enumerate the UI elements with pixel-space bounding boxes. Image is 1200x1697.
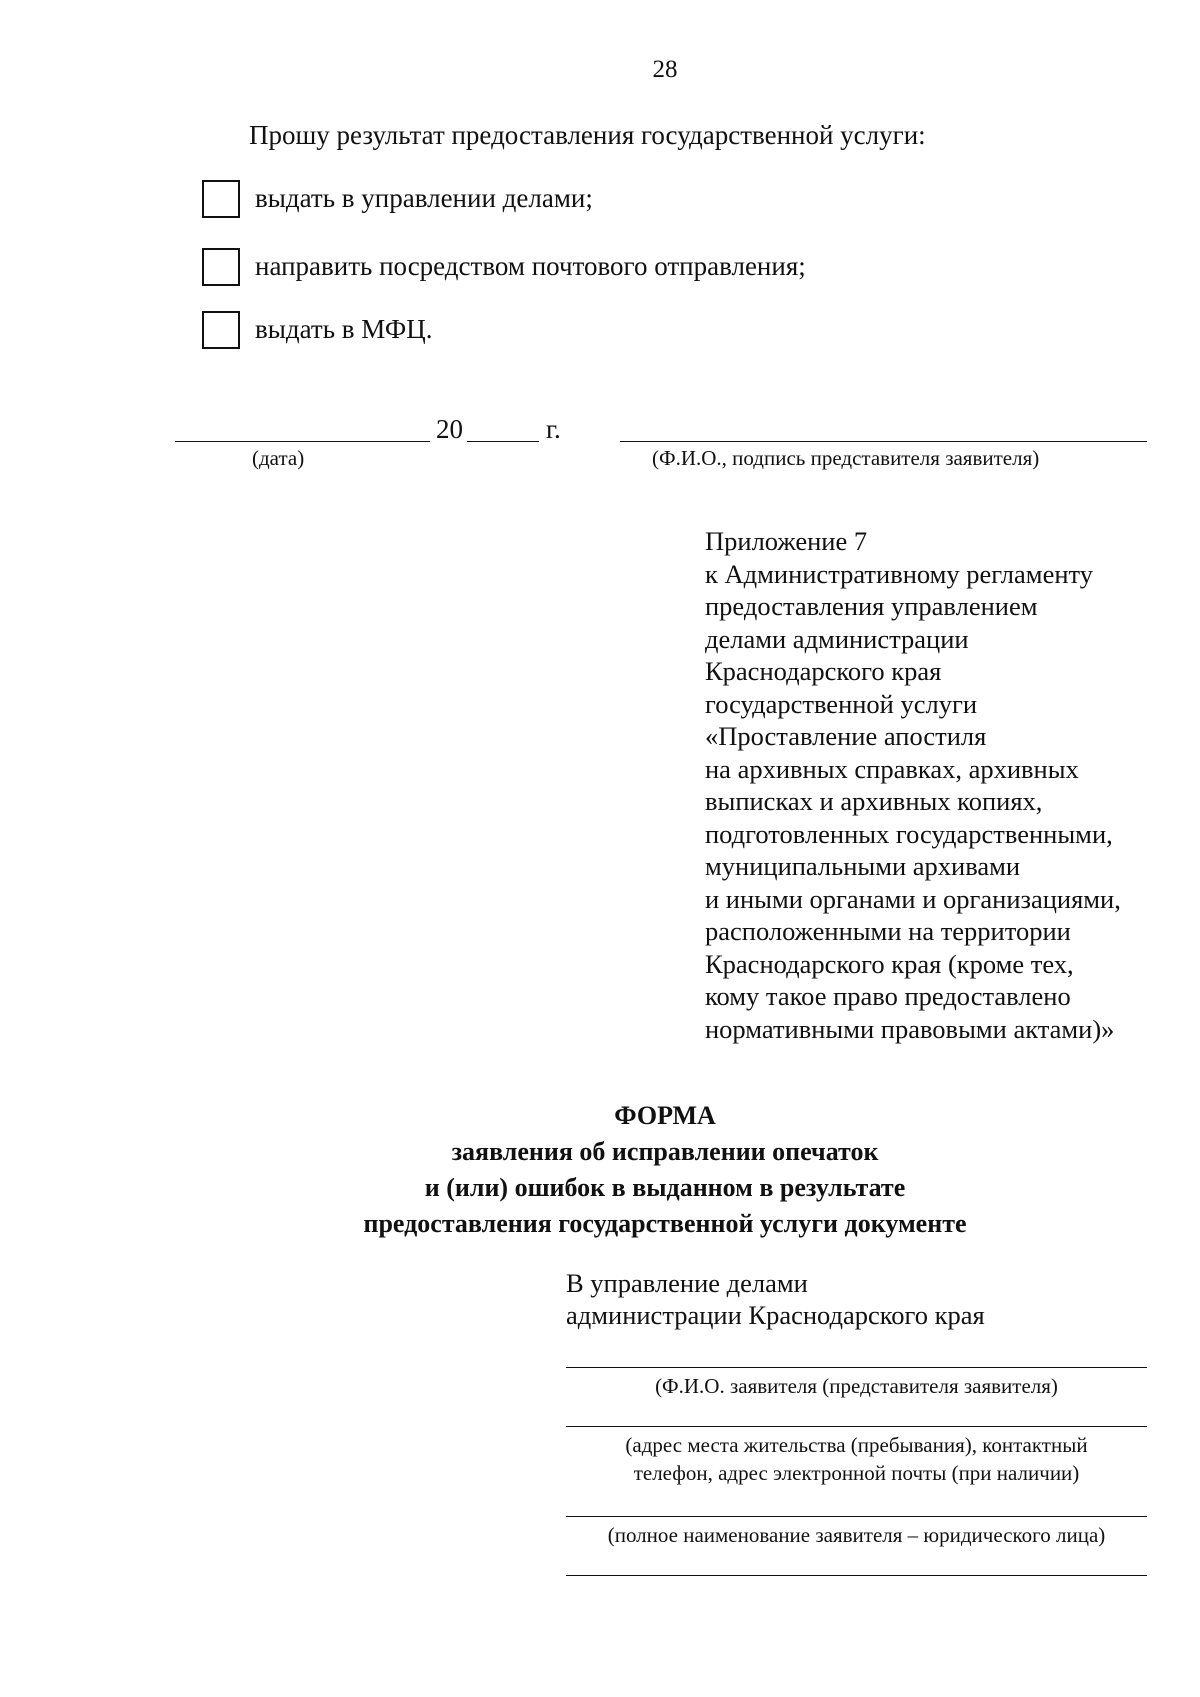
caption-line: телефон, адрес электронной почты (при наличии): [633, 1461, 1080, 1485]
form-subtitle-line: заявления об исправлении опечаток: [451, 1137, 879, 1166]
appendix-line: выписках и архивных копиях,: [705, 786, 1043, 816]
appendix-line: муниципальными архивами: [705, 851, 1021, 881]
appendix-line: делами администрации: [705, 623, 969, 654]
applicant-name-caption: [566, 1372, 1147, 1400]
appendix-block: [705, 525, 1121, 1045]
signature-line[interactable]: [620, 441, 1147, 442]
appendix-line: Приложение 7: [705, 526, 868, 556]
signer-caption: (Ф.И.О., подпись представителя заявителя): [652, 446, 1040, 470]
applicant-name-line[interactable]: [566, 1367, 1147, 1368]
appendix-line: расположенными на территории: [705, 916, 1071, 946]
appendix-line: и иными органами и организациями,: [705, 883, 1121, 914]
caption-line: (адрес места жительства (пребывания), контактный: [625, 1433, 1088, 1457]
caption-line: (Ф.И.О. заявителя (представителя заявителя): [655, 1374, 1058, 1398]
addressee-line: администрации Краснодарского края: [566, 1300, 985, 1330]
appendix-line: Краснодарского края (кроме тех,: [705, 948, 1074, 979]
year-line[interactable]: [467, 441, 539, 442]
appendix-line: «Проставление апостиля: [705, 721, 987, 751]
appendix-line: нормативными правовыми актами)»: [705, 1013, 1115, 1044]
applicant-address-line[interactable]: [566, 1426, 1147, 1427]
form-title: ФОРМА: [614, 1101, 716, 1130]
appendix-line: к Административному регламенту: [705, 558, 1093, 589]
checkbox-issue-in-mfc[interactable]: [202, 311, 240, 349]
date-line[interactable]: [175, 441, 430, 442]
caption-line: (полное наименование заявителя – юридического лица): [607, 1523, 1106, 1547]
appendix-line: предоставления управлением: [705, 591, 1038, 621]
year-suffix: г.: [546, 414, 561, 444]
appendix-line: на архивных справках, архивных: [705, 753, 1079, 784]
form-subtitle-line: и (или) ошибок в выданном в результате: [424, 1173, 906, 1202]
result-request-text: Прошу результат предоставления государственной услуги:: [249, 120, 926, 150]
year-prefix: 20: [436, 414, 463, 444]
appendix-line: кому такое право предоставлено: [705, 981, 1071, 1011]
option-label: направить посредством почтового отправления;: [255, 251, 806, 281]
appendix-line: государственной услуги: [705, 688, 978, 719]
applicant-legal-name-line[interactable]: [566, 1516, 1147, 1517]
appendix-line: Краснодарского края: [705, 656, 942, 686]
extra-field-line[interactable]: [566, 1575, 1147, 1576]
checkbox-send-by-post[interactable]: [202, 248, 240, 286]
option-label: выдать в управлении делами;: [255, 183, 593, 213]
applicant-address-caption: [566, 1431, 1147, 1487]
appendix-line: подготовленных государственными,: [705, 818, 1113, 849]
checkbox-issue-in-office[interactable]: [202, 180, 240, 218]
applicant-legal-name-caption: [566, 1521, 1147, 1549]
date-caption: (дата): [252, 446, 305, 470]
form-heading: [0, 1098, 1200, 1242]
addressee-block: [566, 1267, 985, 1331]
option-label: выдать в МФЦ.: [255, 314, 433, 344]
form-subtitle-line: предоставления государственной услуги документе: [363, 1209, 967, 1238]
page-number: 28: [652, 56, 678, 83]
addressee-line: В управление делами: [566, 1268, 808, 1298]
